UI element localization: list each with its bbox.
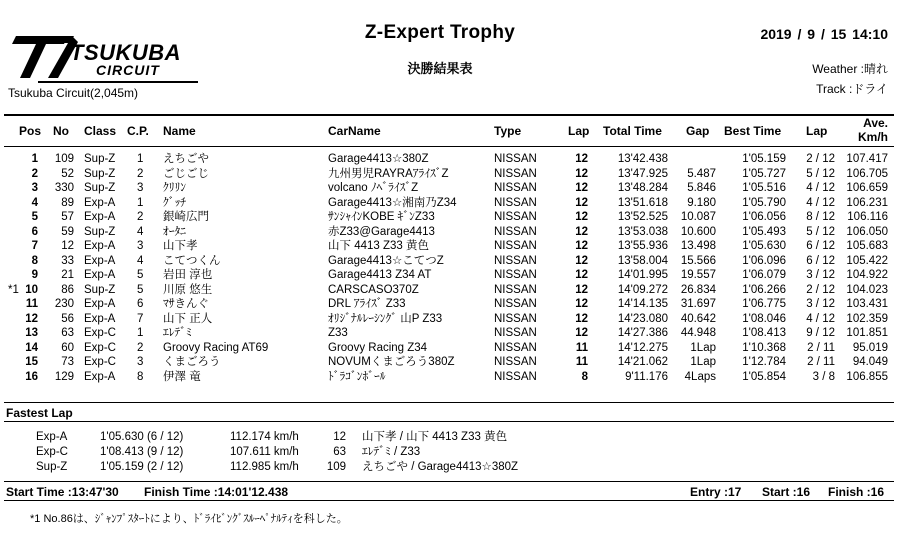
row-best-lap: 2 / 11 (807, 341, 835, 354)
row-type: NISSAN (494, 341, 537, 354)
row-gap: 1Lap (690, 341, 716, 354)
footer-bottom-rule (4, 500, 894, 501)
row-class: Exp-A (84, 196, 116, 209)
row-cp: 5 (137, 283, 144, 296)
row-laps: 12 (575, 283, 588, 296)
row-best-lap: 3 / 8 (812, 370, 835, 383)
row-best-time: 1'05.159 (742, 153, 786, 165)
row-ave-speed: 102.359 (846, 312, 888, 325)
table-row (0, 152, 900, 166)
row-best-time: 1'10.368 (742, 341, 786, 354)
row-driver: 山下 正人 (163, 312, 213, 325)
row-laps: 12 (575, 327, 588, 339)
table-row (0, 297, 900, 311)
row-pos: 16 (25, 370, 38, 383)
row-type: NISSAN (494, 167, 537, 180)
table-row (0, 210, 900, 224)
fastest-lap-header-rule (4, 421, 894, 422)
row-cp: 8 (137, 370, 144, 383)
fastest-lap-row (0, 445, 900, 459)
row-gap: 4Laps (684, 370, 716, 383)
row-type: NISSAN (494, 225, 537, 238)
row-type: NISSAN (494, 254, 537, 267)
row-class: Exp-C (84, 341, 116, 354)
weather-info: Weather :晴れ (812, 62, 888, 76)
row-driver: Groovy Racing AT69 (163, 341, 269, 354)
start-time: Start Time :13:47'30 (6, 485, 119, 499)
row-best-lap: 8 / 12 (806, 211, 835, 223)
row-driver: ｸﾘﾘﾝ (163, 182, 186, 194)
row-gap: 19.557 (680, 269, 716, 281)
fastest-lap-row (0, 430, 900, 444)
table-row (0, 283, 900, 297)
fastest-lap-top-rule (4, 402, 894, 403)
row-driver: ｸﾞｯﾁ (163, 196, 186, 209)
col-header-ave-line1: Ave. (863, 116, 888, 130)
col-header-total-time: Total Time (603, 124, 662, 138)
row-type: NISSAN (494, 211, 537, 223)
row-gap: 31.697 (680, 298, 716, 310)
table-row (0, 326, 900, 340)
row-car: Garage4413☆380Z (328, 153, 429, 165)
col-header-best-lap: Lap (806, 124, 828, 138)
row-type: NISSAN (494, 327, 537, 339)
row-cp: 4 (137, 225, 144, 238)
row-ave-speed: 106.659 (846, 182, 888, 194)
row-laps: 8 (581, 370, 588, 383)
row-cp: 4 (137, 254, 144, 267)
col-header-class: Class (84, 124, 117, 138)
table-row (0, 312, 900, 326)
row-pos: 4 (31, 196, 38, 209)
row-laps: 12 (575, 254, 588, 267)
page-title: Z-Expert Trophy (364, 22, 516, 43)
fl-no: 109 (326, 461, 346, 473)
row-car: NOVUMくまごろう380Z (328, 356, 455, 368)
row-laps: 12 (575, 312, 588, 325)
row-no: 59 (61, 225, 74, 238)
row-best-lap: 4 / 12 (806, 312, 835, 325)
row-class: Sup-Z (84, 283, 116, 296)
table-row (0, 239, 900, 253)
row-laps: 12 (575, 196, 588, 209)
track-info: Track :ドライ (816, 82, 888, 96)
row-mark: *1 (8, 283, 19, 296)
row-total-time: 14'01.995 (617, 269, 668, 281)
row-total-time: 13'55.936 (617, 240, 668, 252)
fl-driver: 山下孝 / 山下 4413 Z33 黄色 (362, 431, 508, 443)
row-total-time: 14'14.135 (617, 298, 668, 310)
row-type: NISSAN (494, 356, 537, 368)
table-row (0, 225, 900, 239)
table-row (0, 268, 900, 282)
row-driver: こてつくん (163, 254, 221, 267)
row-laps: 12 (575, 182, 588, 194)
table-row (0, 254, 900, 268)
row-best-time: 1'05.493 (742, 225, 786, 238)
row-laps: 12 (575, 153, 588, 165)
row-type: NISSAN (494, 312, 537, 325)
row-total-time: 14'27.386 (617, 327, 668, 339)
row-driver: 岩田 淳也 (163, 269, 213, 281)
row-best-lap: 3 / 12 (806, 298, 835, 310)
row-cp: 3 (137, 182, 144, 194)
row-ave-speed: 103.431 (846, 298, 888, 310)
row-best-time: 1'06.775 (742, 298, 786, 310)
col-header-best-time: Best Time (724, 124, 782, 138)
row-type: NISSAN (494, 283, 537, 296)
row-gap: 1Lap (690, 356, 716, 368)
row-best-lap: 9 / 12 (806, 327, 835, 339)
row-type: NISSAN (494, 240, 537, 252)
fl-speed: 107.611 km/h (230, 446, 299, 458)
col-header-lap: Lap (568, 124, 590, 138)
row-pos: 1 (31, 153, 38, 165)
row-laps: 11 (575, 356, 588, 368)
row-cp: 2 (137, 341, 144, 354)
row-no: 330 (54, 182, 74, 194)
table-row (0, 370, 900, 384)
col-header-no: No (53, 124, 69, 138)
row-driver: 川原 悠生 (163, 283, 213, 296)
row-no: 33 (61, 254, 74, 267)
row-best-lap: 3 / 12 (806, 269, 835, 281)
fl-speed: 112.174 km/h (230, 431, 299, 443)
page-subtitle: 決勝結果表 (407, 61, 473, 76)
table-row (0, 181, 900, 195)
row-best-lap: 2 / 12 (806, 283, 835, 296)
fastest-lap-title: Fastest Lap (6, 406, 73, 420)
row-pos: 3 (31, 182, 38, 194)
row-total-time: 9'11.176 (625, 370, 668, 383)
row-no: 60 (61, 341, 74, 354)
row-pos: 9 (31, 269, 38, 281)
row-ave-speed: 104.023 (846, 283, 888, 296)
row-ave-speed: 106.855 (846, 370, 888, 383)
row-car: Garage4413☆こてつZ (328, 254, 444, 267)
row-total-time: 14'23.080 (617, 312, 668, 325)
row-total-time: 13'53.038 (617, 225, 668, 238)
row-car: Z33 (328, 327, 348, 339)
row-car: 九州男児RAYRAｱﾗｲｽﾞZ (328, 167, 449, 180)
row-car: ｻﾝｼｬｲﾝKOBE ｷﾞﾝZ33 (328, 211, 435, 223)
row-ave-speed: 106.116 (847, 211, 888, 223)
event-datetime: 2019 / 9 / 15 14:10 (760, 26, 888, 42)
table-row (0, 196, 900, 210)
row-class: Exp-C (84, 356, 116, 368)
row-best-time: 1'06.096 (742, 254, 786, 267)
row-type: NISSAN (494, 196, 537, 209)
row-best-time: 1'05.727 (742, 167, 786, 180)
row-driver: ｴﾚﾃﾞﾐ (163, 327, 192, 339)
row-type: NISSAN (494, 182, 537, 194)
row-pos: 8 (31, 254, 38, 267)
fl-no: 63 (333, 446, 346, 458)
row-ave-speed: 101.851 (846, 327, 888, 339)
penalty-note: *1 No.86は、ｼﾞｬﾝﾌﾟｽﾀｰﾄにより、ﾄﾞﾗｲﾋﾞﾝｸﾞｽﾙｰﾍﾟﾅﾙﾃｨを科した。 (30, 513, 348, 525)
row-pos: 15 (25, 356, 38, 368)
row-pos: 2 (31, 167, 38, 180)
row-car: CARSCASO370Z (328, 283, 419, 296)
col-header-gap: Gap (686, 124, 710, 138)
row-pos: 13 (25, 327, 38, 339)
col-header-name: Name (163, 124, 196, 138)
col-header-cp: C.P. (127, 124, 149, 138)
row-class: Exp-A (84, 269, 116, 281)
row-car: volcano ﾉﾍﾞﾗｲｽﾞZ (328, 182, 419, 194)
row-no: 12 (61, 240, 74, 252)
row-ave-speed: 104.922 (846, 269, 888, 281)
row-best-time: 1'06.266 (742, 283, 786, 296)
row-pos: 10 (25, 283, 38, 296)
row-gap: 5.487 (687, 167, 716, 180)
finish-time: Finish Time :14:01'12.438 (144, 485, 289, 499)
row-laps: 12 (575, 225, 588, 238)
col-header-type: Type (494, 124, 522, 138)
row-best-time: 1'08.046 (742, 312, 786, 325)
row-total-time: 13'51.618 (617, 196, 668, 209)
row-best-time: 1'05.516 (742, 182, 786, 194)
row-driver: ｵｰﾀﾆ (163, 225, 186, 238)
row-gap: 15.566 (680, 254, 716, 267)
row-gap: 5.846 (687, 182, 716, 194)
fl-time: 1'05.159 (2 / 12) (100, 461, 184, 473)
row-no: 56 (61, 312, 74, 325)
row-no: 86 (61, 283, 74, 296)
row-no: 57 (61, 211, 74, 223)
row-total-time: 13'58.004 (617, 254, 668, 267)
row-laps: 12 (575, 269, 588, 281)
row-gap: 10.087 (680, 211, 716, 223)
row-driver: 伊澤 竜 (163, 370, 201, 383)
row-best-time: 1'05.630 (742, 240, 786, 252)
row-type: NISSAN (494, 153, 537, 165)
row-cp: 1 (137, 327, 144, 339)
row-pos: 5 (31, 211, 38, 223)
row-best-lap: 2 / 12 (806, 153, 835, 165)
col-header-ave (840, 116, 888, 144)
table-top-rule (4, 114, 894, 116)
row-car: DRL ｱﾗｲｽﾞ Z33 (328, 298, 406, 310)
row-pos: 7 (31, 240, 38, 252)
row-car: Garage4413☆湘南乃Z34 (328, 196, 457, 209)
table-row (0, 341, 900, 355)
fl-speed: 112.985 km/h (230, 461, 299, 473)
row-best-time: 1'06.079 (742, 269, 786, 281)
row-gap: 40.642 (680, 312, 716, 325)
row-total-time: 14'09.272 (617, 283, 668, 296)
row-total-time: 14'12.275 (617, 341, 668, 354)
row-laps: 12 (575, 167, 588, 180)
row-best-time: 1'05.790 (742, 196, 786, 209)
circuit-name: Tsukuba Circuit(2,045m) (8, 86, 139, 100)
row-cp: 5 (137, 269, 144, 281)
row-total-time: 13'42.438 (617, 153, 668, 165)
logo-text-bottom: CIRCUIT (96, 62, 160, 78)
row-no: 63 (61, 327, 74, 339)
footer-top-rule (4, 481, 894, 482)
row-laps: 12 (575, 298, 588, 310)
fl-class: Exp-A (36, 431, 68, 443)
row-cp: 1 (137, 153, 144, 165)
row-car: Groovy Racing Z34 (328, 341, 428, 354)
row-class: Exp-A (84, 298, 116, 310)
table-header-rule (4, 146, 894, 147)
row-driver: ごじごじ (163, 167, 209, 180)
fl-driver: ｴﾚﾃﾞﾐ / Z33 (362, 446, 421, 458)
row-class: Exp-A (84, 254, 116, 267)
row-cp: 1 (137, 196, 144, 209)
row-no: 89 (61, 196, 74, 209)
table-row (0, 355, 900, 369)
row-car: ｵﾘｼﾞﾅﾙﾚｰｼﾝｸﾞ 山P Z33 (328, 312, 443, 325)
row-laps: 11 (575, 341, 588, 354)
fl-time: 1'08.413 (9 / 12) (100, 446, 184, 458)
row-total-time: 13'52.525 (617, 211, 668, 223)
fl-driver: えちごや / Garage4413☆380Z (362, 461, 519, 473)
row-cp: 6 (137, 298, 144, 310)
row-best-time: 1'08.413 (742, 327, 786, 339)
row-ave-speed: 95.019 (852, 341, 888, 354)
row-type: NISSAN (494, 298, 537, 310)
row-best-time: 1'05.854 (742, 370, 786, 383)
row-cp: 3 (137, 356, 144, 368)
row-no: 230 (54, 298, 74, 310)
row-class: Exp-C (84, 327, 116, 339)
col-header-ave-line2: Km/h (858, 130, 888, 144)
row-class: Sup-Z (84, 167, 116, 180)
row-car: Garage4413 Z34 AT (328, 269, 432, 281)
row-ave-speed: 94.049 (852, 356, 888, 368)
row-cp: 2 (137, 167, 144, 180)
row-ave-speed: 105.683 (846, 240, 888, 252)
row-ave-speed: 106.705 (846, 167, 888, 180)
row-pos: 6 (31, 225, 38, 238)
row-class: Exp-A (84, 370, 116, 383)
row-class: Sup-Z (84, 225, 116, 238)
fl-class: Sup-Z (36, 461, 68, 473)
row-total-time: 14'21.062 (617, 356, 668, 368)
row-best-lap: 4 / 12 (806, 196, 835, 209)
row-car: 赤Z33@Garage4413 (328, 225, 435, 238)
col-header-car: CarName (328, 124, 381, 138)
row-best-lap: 5 / 12 (806, 225, 835, 238)
row-laps: 12 (575, 211, 588, 223)
row-gap: 13.498 (680, 240, 716, 252)
row-gap: 44.948 (680, 327, 716, 339)
finish-count: Finish :16 (828, 485, 885, 499)
row-pos: 11 (25, 298, 38, 310)
row-best-time: 1'12.784 (742, 356, 786, 368)
row-best-lap: 6 / 12 (806, 254, 835, 267)
row-class: Exp-A (84, 211, 116, 223)
row-driver: 山下孝 (163, 240, 198, 252)
col-header-pos: Pos (19, 124, 42, 138)
row-gap: 26.834 (680, 283, 716, 296)
row-ave-speed: 106.050 (846, 225, 888, 238)
row-driver: えちごや (163, 153, 209, 165)
row-gap: 9.180 (687, 196, 716, 209)
row-total-time: 13'48.284 (617, 182, 668, 194)
table-row (0, 167, 900, 181)
row-cp: 2 (137, 211, 144, 223)
row-ave-speed: 105.422 (846, 254, 888, 267)
row-car: ﾄﾞﾗｺﾞﾝﾎﾞｰﾙ (328, 370, 386, 383)
row-no: 21 (61, 269, 74, 281)
row-driver: ﾏｻきんぐ (163, 298, 209, 310)
row-type: NISSAN (494, 370, 537, 383)
row-best-time: 1'06.056 (742, 211, 786, 223)
row-best-lap: 4 / 12 (806, 182, 835, 194)
row-total-time: 13'47.925 (617, 167, 668, 180)
row-gap: 10.600 (680, 225, 716, 238)
row-cp: 7 (137, 312, 144, 325)
row-no: 129 (54, 370, 74, 383)
fl-time: 1'05.630 (6 / 12) (100, 431, 184, 443)
row-class: Exp-A (84, 240, 116, 252)
fl-class: Exp-C (36, 446, 68, 458)
row-no: 73 (61, 356, 74, 368)
row-class: Exp-A (84, 312, 116, 325)
entry-count: Entry :17 (690, 485, 742, 499)
row-class: Sup-Z (84, 153, 116, 165)
row-driver: 銀崎広門 (163, 211, 209, 223)
row-best-lap: 2 / 11 (807, 356, 835, 368)
row-class: Sup-Z (84, 182, 116, 194)
row-laps: 12 (575, 240, 588, 252)
row-no: 52 (61, 167, 74, 180)
row-type: NISSAN (494, 269, 537, 281)
row-best-lap: 5 / 12 (806, 167, 835, 180)
row-ave-speed: 106.231 (846, 196, 888, 209)
row-best-lap: 6 / 12 (806, 240, 835, 252)
row-car: 山下 4413 Z33 黄色 (328, 240, 429, 252)
row-cp: 3 (137, 240, 144, 252)
row-pos: 14 (25, 341, 38, 354)
start-count: Start :16 (762, 485, 811, 499)
fl-no: 12 (333, 431, 346, 443)
fastest-lap-row (0, 460, 900, 474)
row-pos: 12 (25, 312, 38, 325)
row-driver: くまごろう (163, 356, 221, 368)
row-ave-speed: 107.417 (846, 153, 888, 165)
logo-text-top: TSUKUBA (70, 40, 182, 65)
row-no: 109 (54, 153, 74, 165)
